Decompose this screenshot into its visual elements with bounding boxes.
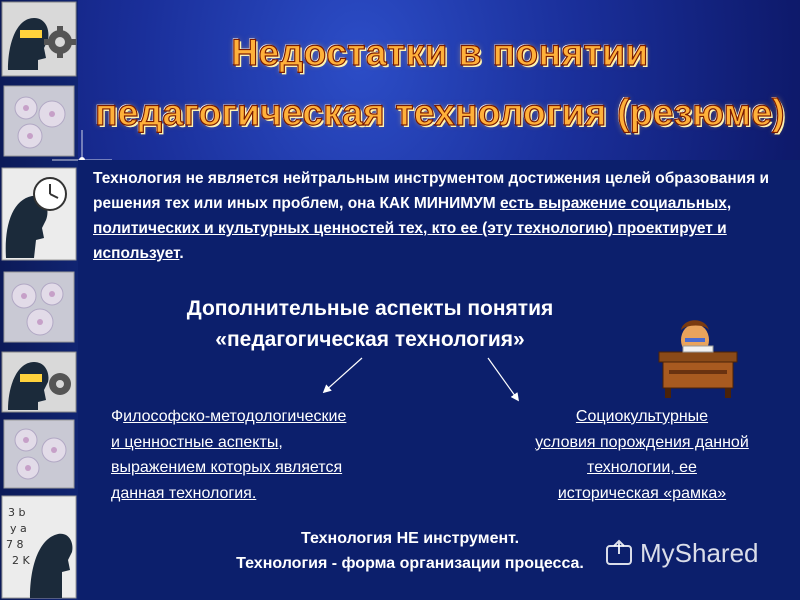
left-col-prefix: Ф	[111, 408, 124, 425]
svg-text:3 b: 3 b	[8, 506, 26, 519]
intro-text: Технология не является нейтральным инструментом достижения целей образования и решения тех или иных проблем, она КАК МИНИМУМ	[93, 170, 770, 212]
svg-text:7 8: 7 8	[6, 538, 24, 551]
right-col-line: условия порождения данной	[535, 433, 749, 451]
left-col-underlined: илософско-методологические	[123, 408, 347, 425]
intro-end: .	[179, 245, 184, 262]
left-col-line: выражением которых является	[111, 459, 343, 476]
arrow-left	[324, 358, 362, 392]
conclusion-line2: Технология - форма организации процесса.	[236, 555, 584, 572]
right-column	[502, 404, 782, 506]
intro-underlined-text: есть выражение социальных, политических и культурных ценностей тех, кто ее (эту технологию) проектирует и использует	[93, 195, 732, 262]
right-col-line: Социокультурные	[575, 408, 709, 425]
left-col-line: и ценностные аспекты,	[111, 433, 283, 451]
watermark-text: MyShared	[640, 537, 759, 568]
slide-title-line1: Недостатки в понятии	[231, 32, 649, 73]
watermark-icon	[604, 538, 634, 568]
aspects-heading-line1: Дополнительные аспекты понятия	[186, 297, 554, 320]
student-desk-icon	[655, 312, 741, 398]
left-col-line: данная технология.	[111, 484, 257, 502]
watermark	[604, 533, 759, 573]
svg-text:2 K: 2 K	[12, 554, 30, 567]
right-col-line: технологии, ее	[587, 459, 697, 476]
svg-text:y a: y a	[10, 522, 27, 535]
slide-title-line2: педагогическая технология (резюме)	[95, 92, 785, 133]
arrow-right	[488, 358, 518, 400]
left-column	[111, 404, 411, 506]
right-col-line: историческая «рамка»	[557, 484, 727, 502]
aspects-heading-line2: «педагогическая технология»	[215, 328, 525, 351]
conclusion-line1: Технология НЕ инструмент.	[300, 530, 520, 547]
conclusion	[160, 526, 660, 576]
